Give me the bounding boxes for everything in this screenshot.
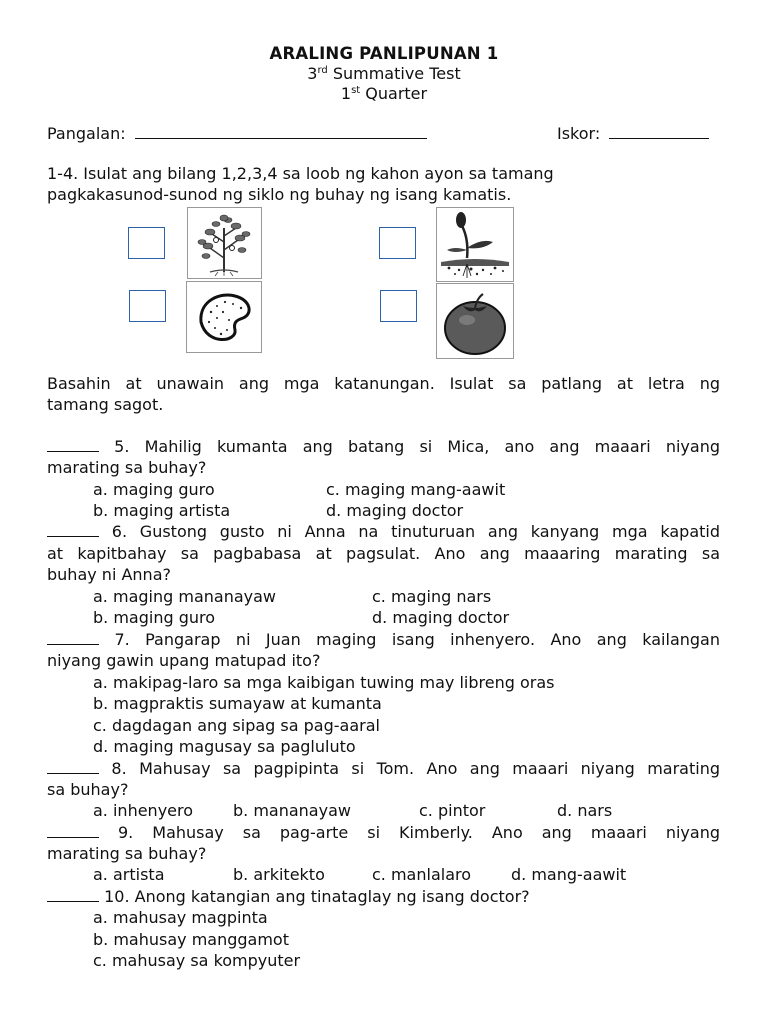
test-subtitle: 3rd Summative Test — [307, 64, 461, 83]
sprout-icon — [436, 207, 514, 282]
q7-option-d: d. maging magusay sa pagluluto — [93, 737, 356, 756]
document-title: ARALING PANLIPUNAN 1 — [269, 44, 499, 63]
q10-option-c: c. mahusay sa kompyuter — [93, 951, 301, 970]
question-9-line2: marating sa buhay? — [47, 844, 207, 863]
tomato-icon — [436, 283, 514, 359]
q7-option-a: a. makipag-laro sa mga kaibigan tuwing may libreng oras — [93, 673, 555, 692]
q7-option-b: b. magpraktis sumayaw at kumanta — [93, 694, 382, 713]
q8-option-c: c. pintor — [419, 801, 486, 820]
score-label: Iskor: — [557, 124, 601, 143]
question-6-line2: at kapitbahay sa pagbabasa at pagsulat. Ano ang maaaring marating sa — [47, 544, 720, 563]
question-6: 6. Gustong gusto ni Anna na tinuturuan ang kanyang mga kapatid — [47, 522, 720, 541]
name-blank[interactable] — [135, 124, 427, 139]
q7-option-c: c. dagdagan ang sipag sa pag-aaral — [93, 716, 380, 735]
seed-icon — [186, 281, 262, 353]
q8-option-b: b. mananayaw — [233, 801, 351, 820]
q5-option-a: a. maging guro — [93, 480, 215, 499]
question-7-line2: niyang gawin upang matupad ito? — [47, 651, 321, 670]
question-8-line2: sa buhay? — [47, 780, 129, 799]
q8-option-d: d. nars — [557, 801, 613, 820]
question-8: 8. Mahusay sa pagpipinta si Tom. Ano ang maaari niyang marating — [47, 759, 720, 778]
instructions-line2: tamang sagot. — [47, 395, 164, 414]
answer-blank-6[interactable] — [47, 522, 99, 537]
q5-option-d: d. maging doctor — [326, 501, 464, 520]
q10-option-b: b. mahusay manggamot — [93, 930, 289, 949]
q6-option-a: a. maging mananayaw — [93, 587, 276, 606]
answer-box-1[interactable] — [128, 227, 165, 259]
instructions-line1: Basahin at unawain ang mga katanungan. Isulat sa patlang at letra ng — [47, 374, 720, 393]
name-field — [47, 124, 427, 143]
score-field — [557, 124, 709, 143]
question-9: 9. Mahusay sa pag-arte si Kimberly. Ano ang maaari niyang — [47, 823, 720, 842]
question-5-line2: marating sa buhay? — [47, 458, 207, 477]
name-label: Pangalan: — [47, 124, 126, 143]
answer-box-3[interactable] — [379, 227, 416, 259]
q5-option-b: b. maging artista — [93, 501, 231, 520]
question-7: 7. Pangarap ni Juan maging isang inhenyero. Ano ang kailangan — [47, 630, 720, 649]
answer-blank-5[interactable] — [47, 437, 99, 452]
q6-option-d: d. maging doctor — [372, 608, 510, 627]
q10-option-a: a. mahusay magpinta — [93, 908, 268, 927]
quarter-subtitle: 1st Quarter — [340, 84, 428, 103]
q9-option-a: a. artista — [93, 865, 165, 884]
q9-option-b: b. arkitekto — [233, 865, 325, 884]
q8-option-a: a. inhenyero — [93, 801, 194, 820]
q6-option-b: b. maging guro — [93, 608, 216, 627]
section1-line2: pagkakasunod-sunod ng siklo ng buhay ng isang kamatis. — [47, 185, 512, 204]
section1-line1: 1-4. Isulat ang bilang 1,2,3,4 sa loob ng kahon ayon sa tamang — [47, 164, 554, 183]
answer-box-2[interactable] — [129, 290, 166, 322]
answer-box-4[interactable] — [380, 290, 417, 322]
question-6-line3: buhay ni Anna? — [47, 565, 171, 584]
answer-blank-10[interactable] — [47, 887, 99, 902]
q5-option-c: c. maging mang-aawit — [326, 480, 506, 499]
question-5: 5. Mahilig kumanta ang batang si Mica, ano ang maaari niyang — [47, 437, 720, 456]
q9-option-c: c. manlalaro — [372, 865, 472, 884]
q9-option-d: d. mang-aawit — [511, 865, 627, 884]
answer-blank-9[interactable] — [47, 823, 99, 838]
question-10: 10. Anong katangian ang tinataglay ng isang doctor? — [47, 887, 530, 906]
score-blank[interactable] — [609, 124, 709, 139]
q6-option-c: c. maging nars — [372, 587, 492, 606]
tomato-plant-icon — [187, 207, 262, 279]
answer-blank-8[interactable] — [47, 759, 99, 774]
answer-blank-7[interactable] — [47, 630, 99, 645]
